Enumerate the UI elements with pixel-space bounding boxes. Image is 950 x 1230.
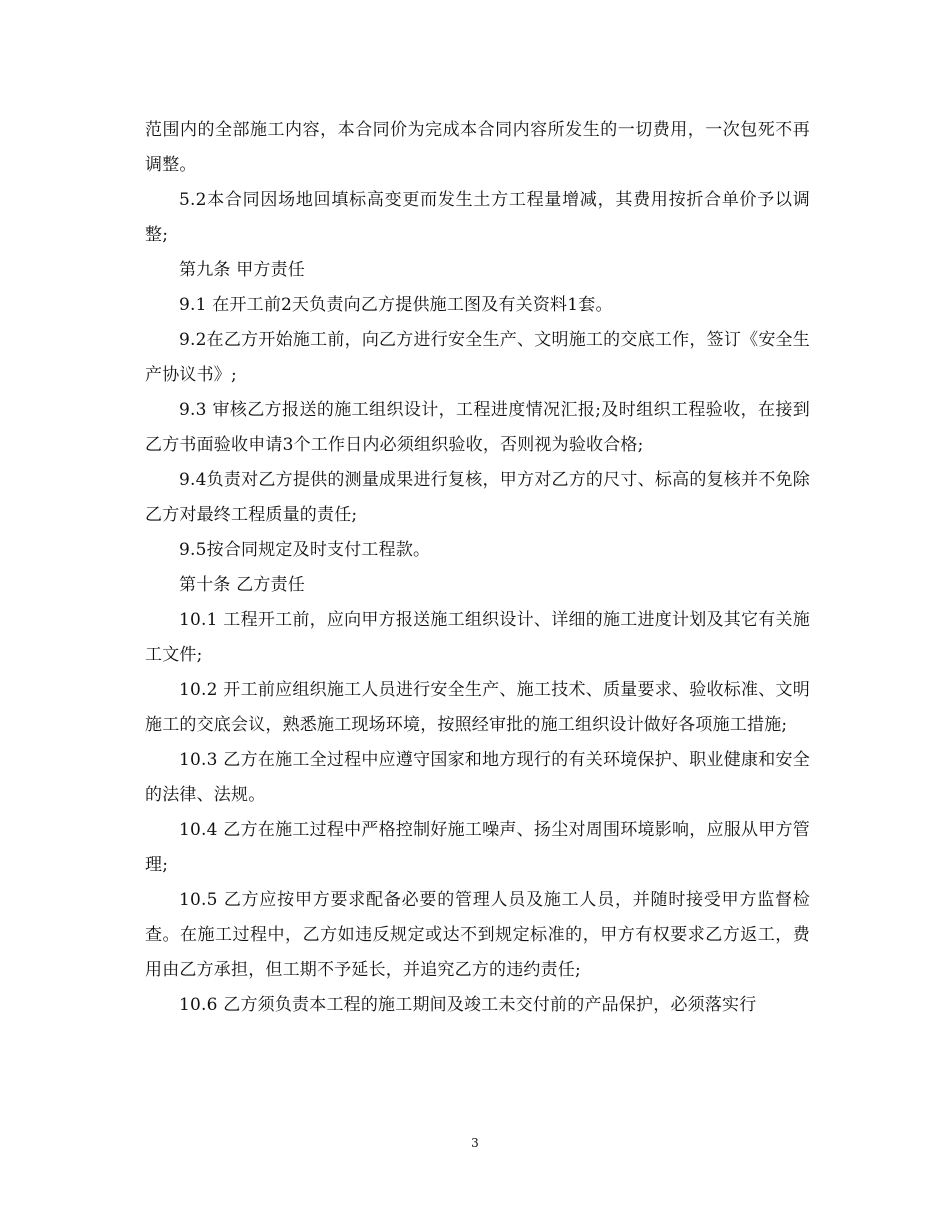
paragraph-12: 10.3 乙方在施工全过程中应遵守国家和地方现行的有关环境保护、职业健康和安全的法律、法规。 <box>145 750 810 805</box>
paragraph-4: 9.1 在开工前2天负责向乙方提供施工图及有关资料1套。 <box>179 295 613 315</box>
section-heading-article-10: 第十条 乙方责任 <box>179 575 306 595</box>
paragraph-14: 10.5 乙方应按甲方要求配备必要的管理人员及施工人员，并随时接受甲方监督检查。在施工过程中，乙方如违反规定或达不到规定标准的，甲方有权要求乙方返工，费用由乙方承担，但工期不予延长，并追究乙方的违约责任; <box>145 890 810 980</box>
page-number: 3 <box>471 1136 479 1150</box>
section-heading-article-9: 第九条 甲方责任 <box>179 260 306 280</box>
paragraph-15: 10.6 乙方须负责本工程的施工期间及竣工未交付前的产品保护，必须落实行 <box>179 995 757 1015</box>
paragraph-6: 9.3 审核乙方报送的施工组织设计，工程进度情况汇报;及时组织工程验收，在接到乙方书面验收申请3个工作日内必须组织验收，否则视为验收合格; <box>145 400 810 455</box>
paragraph-8: 9.5按合同规定及时支付工程款。 <box>179 540 431 560</box>
document-body <box>145 113 810 1023</box>
paragraph-1: 范围内的全部施工内容，本合同价为完成本合同内容所发生的一切费用，一次包死不再调整。 <box>145 120 810 175</box>
paragraph-13: 10.4 乙方在施工过程中严格控制好施工噪声、扬尘对周围环境影响，应服从甲方管理; <box>145 820 810 875</box>
paragraph-7: 9.4负责对乙方提供的测量成果进行复核，甲方对乙方的尺寸、标高的复核并不免除乙方对最终工程质量的责任; <box>145 470 810 525</box>
paragraph-2: 5.2本合同因场地回填标高变更而发生土方工程量增减，其费用按折合单价予以调整; <box>145 190 810 245</box>
paragraph-11: 10.2 开工前应组织施工人员进行安全生产、施工技术、质量要求、验收标准、文明施工的交底会议，熟悉施工现场环境，按照经审批的施工组织设计做好各项施工措施; <box>145 680 810 735</box>
paragraph-10: 10.1 工程开工前，应向甲方报送施工组织设计、详细的施工进度计划及其它有关施工文件; <box>145 610 810 665</box>
paragraph-5: 9.2在乙方开始施工前，向乙方进行安全生产、文明施工的交底工作，签订《安全生产协议书》; <box>145 330 810 385</box>
